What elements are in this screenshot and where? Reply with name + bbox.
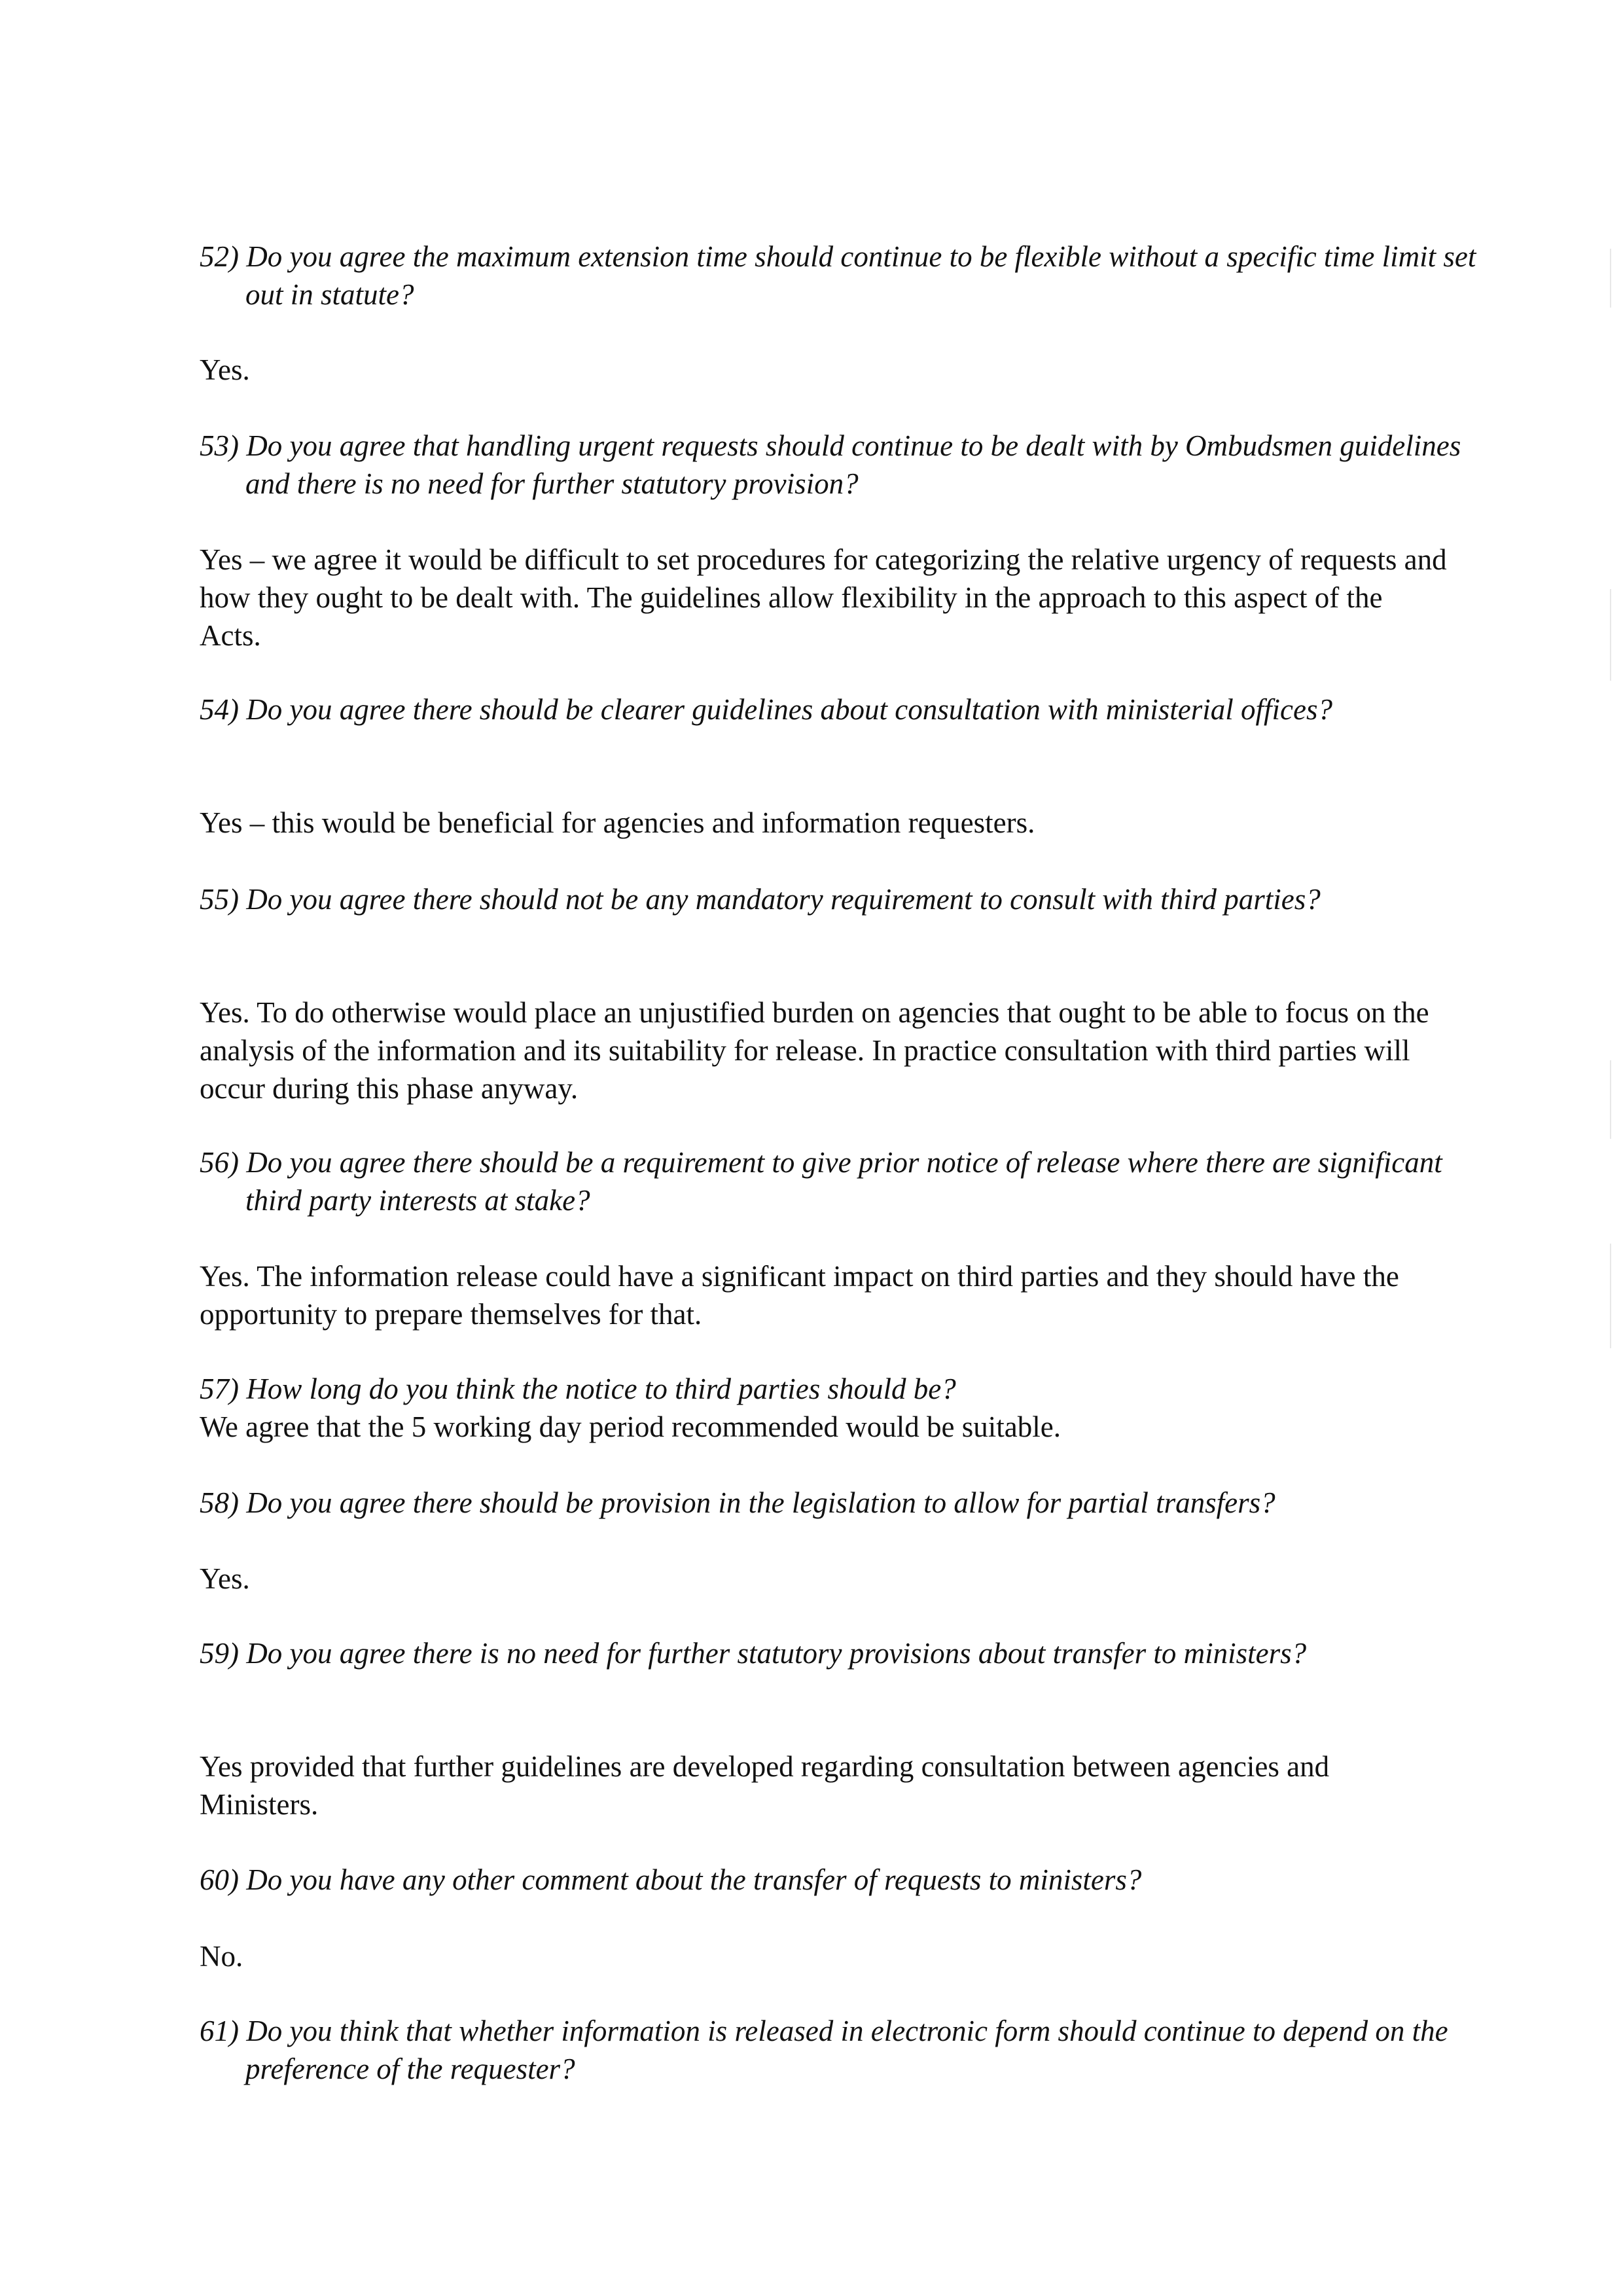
- scan-mark: [1610, 589, 1611, 681]
- scan-mark: [1610, 249, 1611, 308]
- question-52: 52) Do you agree the maximum extension time should continue to be flexible without a specific time limit set out in statute?: [200, 240, 1476, 311]
- answer-56: Yes. The information release could have a significant impact on third parties and they should have the opportunity to prepare themselves for that.: [200, 1260, 1399, 1331]
- answer-59: Yes provided that further guidelines are developed regarding consultation between agencies and Ministers.: [200, 1750, 1330, 1821]
- question-60: 60) Do you have any other comment about the transfer of requests to ministers?: [200, 1863, 1142, 1896]
- answer-52: Yes.: [200, 353, 250, 386]
- answer-60: No.: [200, 1940, 243, 1973]
- answer-54: Yes – this would be beneficial for agencies and information requesters.: [200, 806, 1035, 839]
- question-55: 55) Do you agree there should not be any mandatory requirement to consult with third parties?: [200, 883, 1321, 916]
- answer-53: Yes – we agree it would be difficult to set procedures for categorizing the relative urgency of requests and how they ought to be dealt with. The guidelines allow flexibility in the approach to this aspect of the Acts.: [200, 543, 1447, 652]
- scan-mark: [1610, 1244, 1611, 1348]
- question-53: 53) Do you agree that handling urgent requests should continue to be dealt with by Ombudsmen guidelines and there is no need for further statutory provision?: [200, 429, 1461, 500]
- scan-mark: [1610, 1060, 1611, 1139]
- question-54: 54) Do you agree there should be clearer guidelines about consultation with ministerial offices?: [200, 693, 1333, 726]
- answer-57: We agree that the 5 working day period recommended would be suitable.: [200, 1410, 1061, 1443]
- question-57: 57) How long do you think the notice to third parties should be?: [200, 1372, 956, 1405]
- answer-58: Yes.: [200, 1562, 250, 1595]
- question-59: 59) Do you agree there is no need for further statutory provisions about transfer to ministers?: [200, 1637, 1307, 1670]
- question-58: 58) Do you agree there should be provision in the legislation to allow for partial transfers?: [200, 1486, 1275, 1519]
- question-61: 61) Do you think that whether information is released in electronic form should continue to depend on the preference of the requester?: [200, 2015, 1448, 2085]
- question-56: 56) Do you agree there should be a requirement to give prior notice of release where there are significant third party interests at stake?: [200, 1146, 1442, 1217]
- answer-55: Yes. To do otherwise would place an unjustified burden on agencies that ought to be able to focus on the analysis of the information and its suitability for release. In practice consultation with third parties will occur during this phase anyway.: [200, 996, 1429, 1105]
